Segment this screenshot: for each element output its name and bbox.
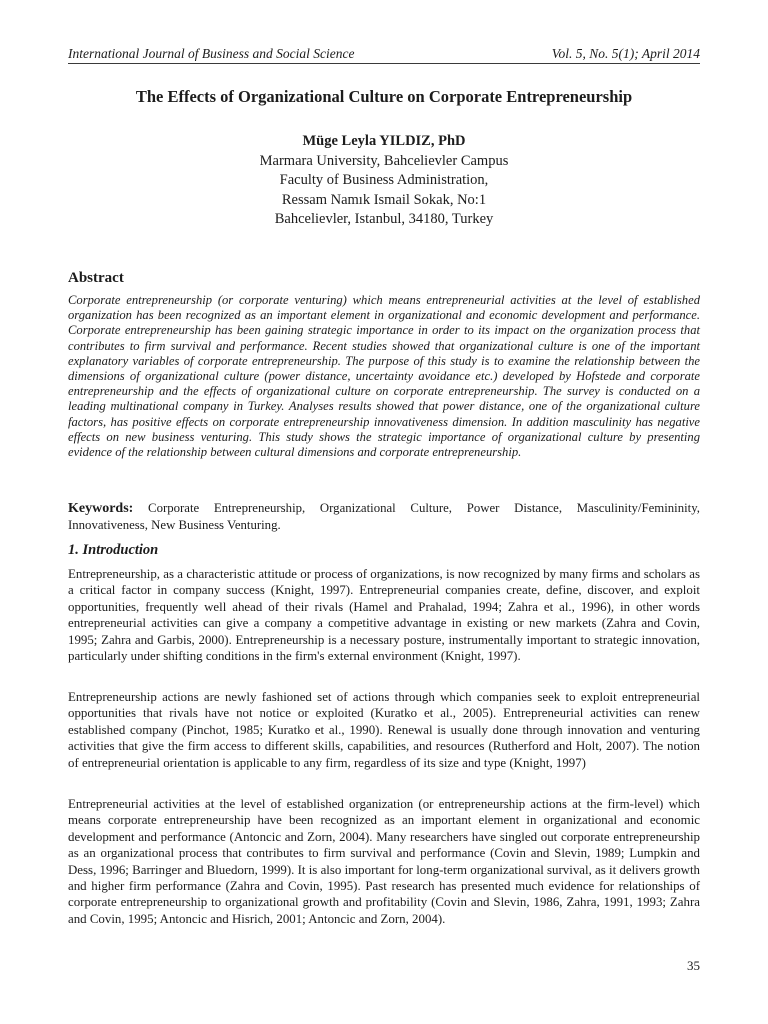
keywords-text: Corporate Entrepreneurship, Organizational Culture, Power Distance, Masculinity/Femininity, Innovativeness, New Business Venturing. — [68, 501, 700, 533]
abstract-text: Corporate entrepreneurship (or corporate venturing) which means entrepreneurial activities at the level of established organization has been recognized as an important element in organizational and economic development and performance. Corporate entrepreneurship has been gaining strategic importance in order to its impact on the organization process that contributes to firm survival and performance. Recent studies showed that organizational culture is one of the important explanatory variables of corporate entrepreneurship. The purpose of this study is to examine the relationship between the dimensions of organizational culture (power distance, uncertainty avoidance etc.) developed by Hofstede and corporate entrepreneurship and the effects of organizational culture on corporate entrepreneurship. The survey is conducted on a leading multinational company in Turkey. Analyses results showed that power distance, one of the organizational culture factors, has positive effects on corporate entrepreneurship innovativeness dimension. In addition masculinity has negative effects on new business venturing. This study shows the strategic importance of organizational culture by presenting evidence of the relationship between cultural dimensions and corporate entrepreneurship. — [68, 293, 700, 460]
issue-info: Vol. 5, No. 5(1); April 2014 — [551, 46, 700, 61]
section-heading-introduction: 1. Introduction — [68, 542, 159, 558]
affiliation-line: Bahcelievler, Istanbul, 34180, Turkey — [274, 211, 494, 227]
page-number: 35 — [687, 958, 700, 973]
author-block — [0, 132, 768, 230]
affiliation-line: Faculty of Business Administration, — [279, 172, 489, 188]
affiliation-line: Marmara University, Bahcelievler Campus — [259, 152, 509, 169]
header-rule — [68, 63, 700, 64]
journal-name: International Journal of Business and Social Science — [68, 46, 355, 61]
running-header — [68, 46, 700, 62]
paper-title: The Effects of Organizational Culture on Corporate Entrepreneurship — [135, 87, 633, 106]
affiliation-line: Ressam Namık Ismail Sokak, No:1 — [281, 191, 487, 208]
abstract-heading: Abstract — [68, 270, 124, 286]
body-paragraph: Entrepreneurship actions are newly fashioned set of actions through which companies seek to exploit entrepreneurial opportunities that rivals have not notice or exploited (Kuratko et al., 2005). Entrepreneurial activities can renew established company (Pinchot, 1985; Kuratko et al., 1990). Renewal is usually done through innovation and venturing activities that give the firm access to different skills, capabilities, and resources (Rutherford and Holt, 2007). The notion of entrepreneurial orientation is applicable to any firm, regardless of its size and type (Knight, 1997) — [68, 690, 700, 770]
author-name: Müge Leyla YILDIZ, PhD — [302, 133, 466, 149]
body-paragraph: Entrepreneurial activities at the level of established organization (or entrepreneurship actions at the firm-level) which means corporate entrepreneurship have been recognized as an important element in organizational and economic development and performance (Antoncic and Zorn, 2004). Many researchers have singled out corporate entrepreneurship as an organizational process that contributes to firm survival and performance (Covin and Slevin, 1989; Lumpkin and Dess, 1996; Barringer and Bluedorn, 1999). It is also important for long-term organizational survival, as it delivers growth and higher firm performance (Zahra and Covin, 1995). Past research has presented much evidence for relationships of corporate entrepreneurship to organizational growth and profitability (Covin and Slevin, 1986, Zahra, 1991, 1993; Zahra and Covin, 1995; Antoncic and Hisrich, 2001; Antoncic and Zorn, 2004). — [68, 797, 700, 926]
keywords — [68, 500, 700, 533]
body-paragraph: Entrepreneurship, as a characteristic attitude or process of organizations, is now recognized by many firms and scholars as a critical factor in company success (Knight, 1997). Entrepreneurial companies create, define, discover, and exploit opportunities, frequently well ahead of their rivals (Hamel and Prahalad, 1994; Zahra et al., 1996), in other words entrepreneurial activities can give a company a competitive advantage in existing or new markets (Zahra and Covin, 1995; Zahra and Garbis, 2000). Entrepreneurship is a necessary posture, instrumentally important to strategic innovation, particularly under shifting conditions in the firm's external environment (Knight, 1997). — [68, 567, 700, 664]
keywords-label: Keywords: — [68, 501, 134, 516]
